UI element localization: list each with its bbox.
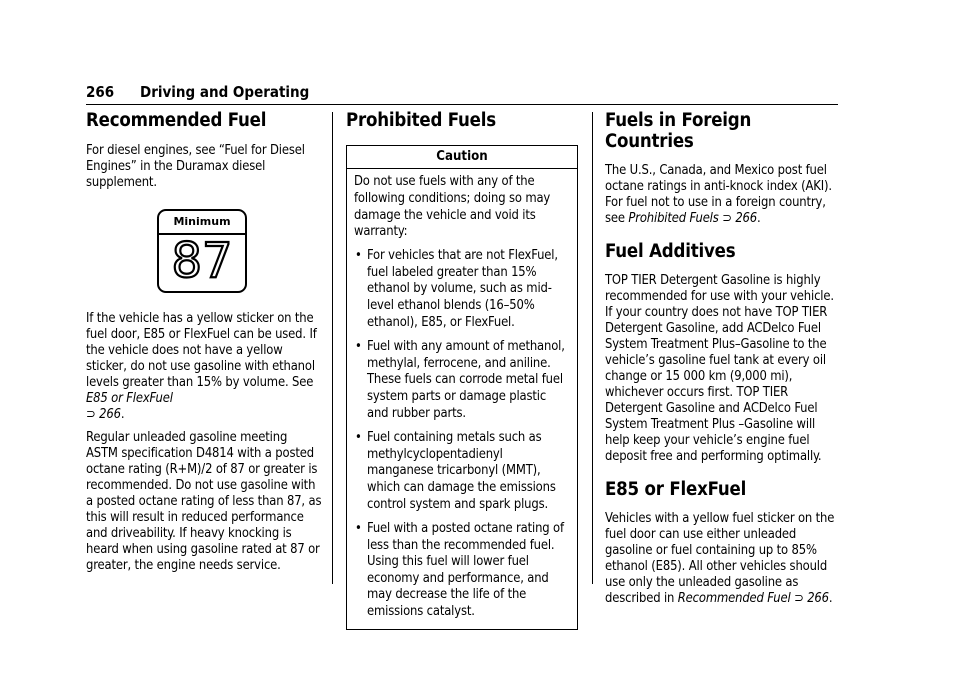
bullet-icon: •	[355, 430, 362, 446]
list-item-text: Fuel containing metals such as methylcyclopentadienyl manganese tricarbonyl (MMT), which can damage the emissions control system and spark plugs.	[367, 430, 556, 512]
page-number: 266	[86, 83, 115, 101]
bullet-icon: •	[355, 521, 362, 537]
octane-badge	[157, 209, 247, 293]
caution-intro: Do not use fuels with any of the following conditions; doing so may damage the vehicle and void its warranty:	[354, 174, 551, 240]
caution-box	[346, 145, 578, 630]
xref-link[interactable]: Recommended Fuel	[677, 591, 791, 606]
caution-title: Caution	[347, 146, 577, 169]
list-item-text: Fuel with any amount of methanol, methylal, ferrocene, and aniline. These fuels can corrode metal fuel system parts or damage plastic and rubber parts.	[367, 339, 565, 421]
page-ref[interactable]: 266	[807, 591, 829, 606]
paragraph-foreign	[605, 163, 841, 227]
heading-foreign-countries: Fuels in Foreign Countries	[605, 110, 752, 152]
octane-badge-wrap	[86, 209, 322, 293]
page-header	[86, 82, 838, 105]
page-ref-icon: ⊃	[794, 591, 804, 606]
column-divider	[332, 112, 333, 584]
xref-link[interactable]: Prohibited Fuels	[628, 211, 719, 226]
paragraph-text: The U.S., Canada, and Mexico post fuel octane ratings in anti-knock index (AKI). For fuel not to use in a foreign country, see	[605, 163, 832, 226]
list-item-text: Fuel with a posted octane rating of less than the recommended fuel. Using this fuel will lower fuel economy and performance, and may decrease the life of the emissions catalyst.	[367, 521, 564, 620]
section-title: Driving and Operating	[140, 83, 310, 101]
column-divider	[592, 112, 593, 584]
paragraph-end: .	[757, 211, 761, 226]
list-item-text: For vehicles that are not FlexFuel, fuel labeled greater than 15% ethanol by volume, such as mid-level ethanol blends (16–50% ethanol), E85, or FlexFuel.	[367, 248, 558, 330]
column-recommended-fuel	[86, 110, 322, 574]
list-item	[354, 248, 570, 331]
paragraph-end: .	[828, 591, 833, 606]
paragraph-text: Vehicles with a yellow fuel sticker on the fuel door can use either unleaded gasoline or fuel containing up to 85% ethanol (E85). All other vehicles should use only the unleaded gasoline as described in	[605, 511, 835, 606]
list-item	[354, 430, 570, 513]
column-prohibited-fuels	[346, 110, 578, 630]
heading-recommended-fuel: Recommended Fuel	[86, 110, 267, 131]
page-ref[interactable]: 266	[735, 211, 758, 226]
paragraph-e85	[605, 511, 841, 607]
list-item	[354, 339, 570, 422]
list-item	[354, 521, 570, 621]
paragraph-sticker	[86, 311, 322, 423]
page-ref-icon: ⊃	[722, 211, 732, 226]
diesel-note: For diesel engines, see “Fuel for Diesel Engines” in the Duramax diesel supplement.	[86, 143, 305, 190]
xref-link[interactable]: E85 or FlexFuel	[86, 391, 173, 406]
badge-label: Minimum	[159, 211, 245, 235]
paragraph-text: If the vehicle has a yellow sticker on the fuel door, E85 or FlexFuel can be used. If the vehicle does not have a yellow sticker, do not use gasoline with ethanol levels greater than 15% by volume. See	[86, 311, 317, 390]
heading-fuel-additives: Fuel Additives	[605, 241, 736, 262]
page-ref[interactable]: 266	[99, 407, 121, 422]
column-foreign-fuels	[605, 110, 841, 607]
heading-prohibited-fuels: Prohibited Fuels	[346, 110, 496, 131]
heading-e85: E85 or FlexFuel	[605, 479, 747, 500]
bullet-icon: •	[355, 339, 362, 355]
caution-list	[354, 248, 570, 620]
paragraph-additives: TOP TIER Detergent Gasoline is highly recommended for use with your vehicle. If your country does not have TOP TIER Detergent Gasoline, add ACDelco Fuel System Treatment Plus–Gasoline to the vehicle’s gasoline fuel tank at every oil change or 15 000 km (9,000 mi), whichever occurs first. TOP TIER Detergent Gasoline and ACDelco Fuel System Treatment Plus –Gasoline will help keep your vehicle’s engine fuel deposit free and performing optimally.	[605, 273, 834, 464]
bullet-icon: •	[355, 248, 362, 264]
page-ref-icon: ⊃	[86, 407, 96, 422]
paragraph-octane: Regular unleaded gasoline meeting ASTM specification D4814 with a posted octane rating (R+M)/2 of 87 or greater is recommended. Do not use gasoline with a posted octane rating of less than 87, as this will result in reduced performance and driveability. If heavy knocking is heard when using gasoline rated at 87 or greater, the engine needs service.	[86, 430, 322, 573]
caution-body	[347, 169, 577, 629]
paragraph-end: .	[120, 407, 125, 422]
badge-value: 87	[171, 233, 233, 289]
